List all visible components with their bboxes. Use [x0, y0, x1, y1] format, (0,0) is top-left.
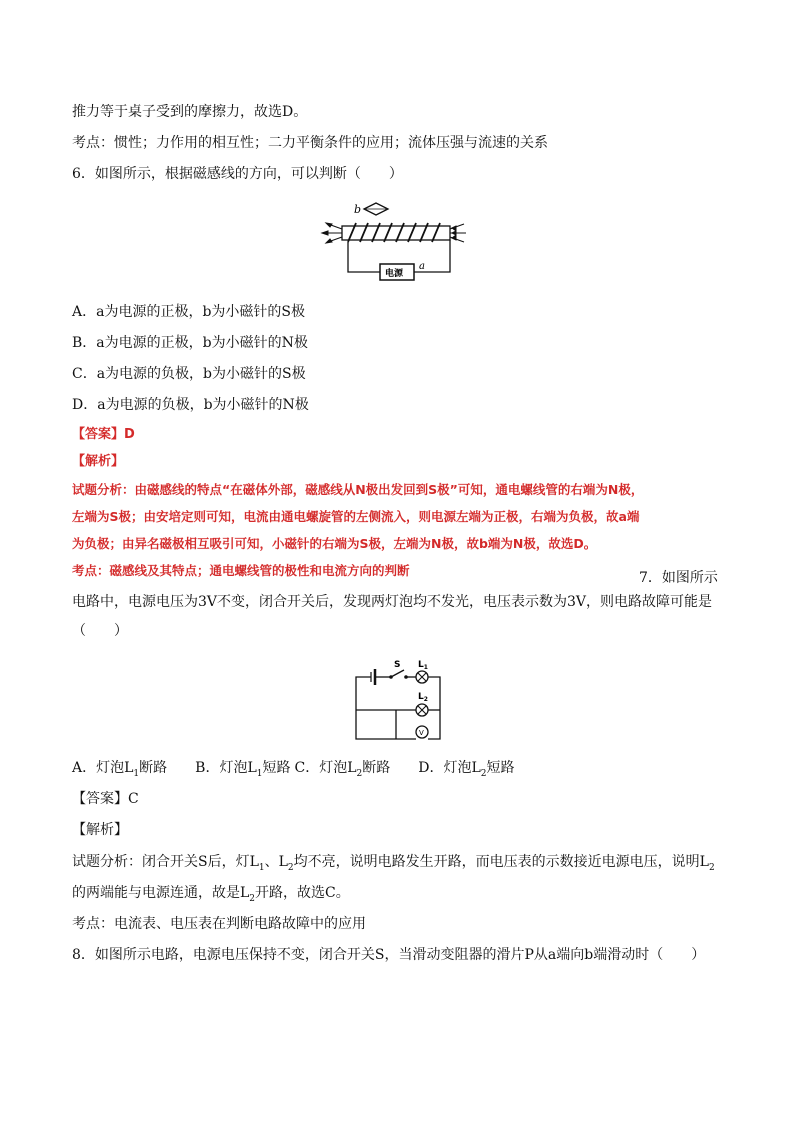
voltmeter-label: V	[419, 729, 424, 737]
q5-conclusion: 推力等于桌子受到的摩擦力，故选D。	[72, 104, 308, 120]
q7-circuit-figure	[350, 656, 450, 744]
q6-kaodian: 考点：磁感线及其特点；通电螺线管的极性和电流方向的判断	[72, 563, 410, 578]
q6-analysis-line3: 为负极；由异名磁极相互吸引可知，小磁针的右端为S极，左端为N极，故b端为N极，故选D。	[72, 536, 597, 551]
q7-option-a: A．灯泡$L_1$断路	[72, 760, 168, 779]
q5-kaodian: 考点：惯性；力作用的相互性；二力平衡条件的应用；流体压强与流速的关系	[72, 135, 548, 151]
q6-stem: 6．如图所示，根据磁感线的方向，可以判断（ ）	[72, 166, 403, 182]
label-s: S	[394, 660, 401, 670]
q6-solenoid-figure	[318, 196, 466, 286]
q8-stem: 8．如图所示电路，电源电压保持不变，闭合开关S，当滑动变阻器的滑片P从a端向b端滑动时（ ）	[72, 947, 706, 963]
q7-analysis-line2: 的两端能与电源连通，故是$L_2$开路，故选C。	[72, 885, 350, 904]
label-b: b	[354, 203, 362, 216]
q7-analysis-line1: 试题分析：闭合开关S后，灯$L_1$、$L_2$均不亮，说明电路发生开路，而电压表的示数接近电源电压，说明$L_2$	[72, 854, 715, 873]
q7-analysis-title: 【解析】	[72, 822, 128, 838]
q7-stem-start: 7．如图所示	[639, 570, 718, 586]
q6-analysis-line1: 试题分析：由磁感线的特点“在磁体外部，磁感线从N极出发回到S极”可知，通电螺线管的右端为N极，	[72, 482, 644, 497]
q7-options	[72, 759, 515, 777]
q6-analysis-title: 【解析】	[72, 454, 125, 469]
q7-stem-line2: 电路中，电源电压为3V不变，闭合开关后，发现两灯泡均不发光，电压表示数为3V，则电路故障可能是	[72, 594, 713, 610]
q7-option-b: B．灯泡$L_1$短路	[195, 760, 291, 779]
q6-option-a: A．a为电源的正极，b为小磁针的S极	[72, 304, 306, 320]
power-supply-label: 电源	[385, 269, 404, 279]
q7-answer: 【答案】C	[72, 791, 139, 807]
q7-kaodian: 考点：电流表、电压表在判断电路故障中的应用	[72, 916, 366, 932]
q6-option-c: C．a为电源的负极，b为小磁针的S极	[72, 366, 306, 382]
q6-analysis-line2: 左端为S极；由安培定则可知，电流由通电螺旋管的左侧流入，则电源左端为正极，右端为负极，故a端	[72, 509, 640, 524]
q6-option-b: B．a为电源的正极，b为小磁针的N极	[72, 335, 308, 351]
switch-lever	[391, 670, 404, 677]
field-lines-left	[322, 223, 342, 243]
q7-option-d: D．灯泡$L_2$短路	[418, 760, 515, 779]
label-a: a	[419, 261, 425, 272]
svg-text:L2: $L_2$	[418, 692, 428, 703]
q7-option-c: C．灯泡$L_2$断路	[294, 760, 391, 779]
q7-stem-line3: （ ）	[72, 623, 128, 639]
field-lines-right	[450, 224, 466, 242]
q6-option-d: D．a为电源的负极，b为小磁针的N极	[72, 397, 309, 413]
q6-answer: 【答案】D	[72, 427, 135, 442]
svg-text:L1: $L_1$	[418, 660, 428, 671]
